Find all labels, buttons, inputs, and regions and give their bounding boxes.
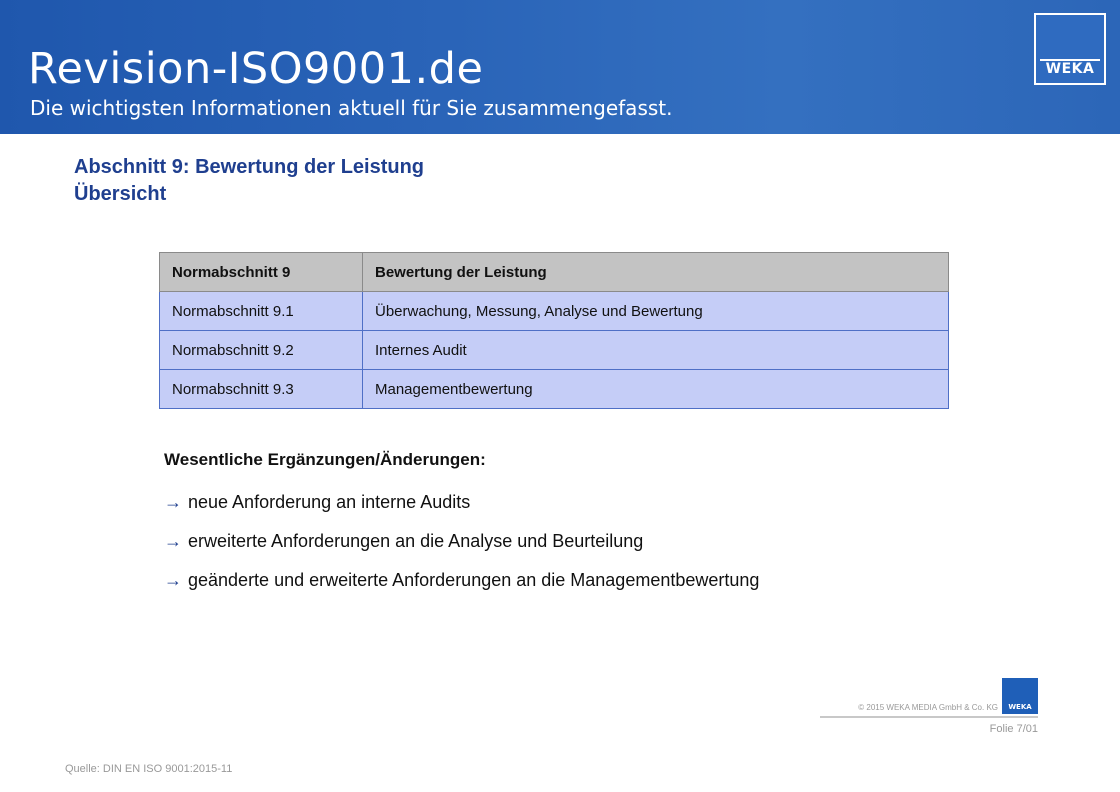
change-item-text: neue Anforderung an interne Audits bbox=[188, 492, 471, 512]
change-item-text: geänderte und erweiterte Anforderungen an die Managementbewertung bbox=[188, 570, 760, 590]
table-cell: Normabschnitt 9.3 bbox=[160, 370, 363, 409]
header-banner bbox=[0, 0, 1120, 134]
table-row bbox=[160, 292, 949, 331]
footer-weka-logo bbox=[1002, 678, 1038, 714]
change-item-text: erweiterte Anforderungen an die Analyse und Beurteilung bbox=[188, 531, 644, 551]
footer-logo-text: WEKA bbox=[1008, 703, 1032, 711]
norm-table bbox=[159, 252, 949, 409]
weka-logo bbox=[1034, 13, 1106, 85]
table-cell: Normabschnitt 9.1 bbox=[160, 292, 363, 331]
table-cell: Überwachung, Messung, Analyse und Bewertung bbox=[363, 292, 949, 331]
arrow-right-icon: → bbox=[164, 531, 182, 551]
arrow-right-icon: → bbox=[164, 492, 182, 512]
site-title: Revision-ISO9001.de bbox=[28, 44, 484, 94]
table-cell: Managementbewertung bbox=[363, 370, 949, 409]
table-row bbox=[160, 370, 949, 409]
table-header-row bbox=[160, 253, 949, 292]
site-subtitle: Die wichtigsten Informationen aktuell für Sie zusammengefasst. bbox=[30, 96, 673, 120]
slide-number bbox=[900, 723, 1038, 735]
heading-line-1: Abschnitt 9: Bewertung der Leistung bbox=[74, 156, 425, 178]
copyright-text: © 2015 WEKA MEDIA GmbH & Co. KG bbox=[858, 703, 998, 712]
slide-heading bbox=[74, 154, 424, 208]
table-header-cell: Normabschnitt 9 bbox=[160, 253, 363, 292]
folie-label: Folie bbox=[989, 723, 1014, 735]
logo-text: WEKA bbox=[1045, 61, 1095, 77]
folie-number: 7/01 bbox=[1016, 723, 1038, 735]
footer-divider bbox=[820, 716, 1038, 718]
heading-line-2: Übersicht bbox=[74, 183, 167, 205]
change-item bbox=[164, 492, 470, 513]
source-note: Quelle: DIN EN ISO 9001:2015-11 bbox=[65, 763, 233, 775]
table-header-cell: Bewertung der Leistung bbox=[363, 253, 949, 292]
changes-title: Wesentliche Ergänzungen/Änderungen: bbox=[164, 450, 486, 469]
table-row bbox=[160, 331, 949, 370]
table-cell: Normabschnitt 9.2 bbox=[160, 331, 363, 370]
change-item bbox=[164, 531, 643, 552]
arrow-right-icon: → bbox=[164, 570, 182, 590]
table-cell: Internes Audit bbox=[363, 331, 949, 370]
change-item bbox=[164, 570, 759, 591]
